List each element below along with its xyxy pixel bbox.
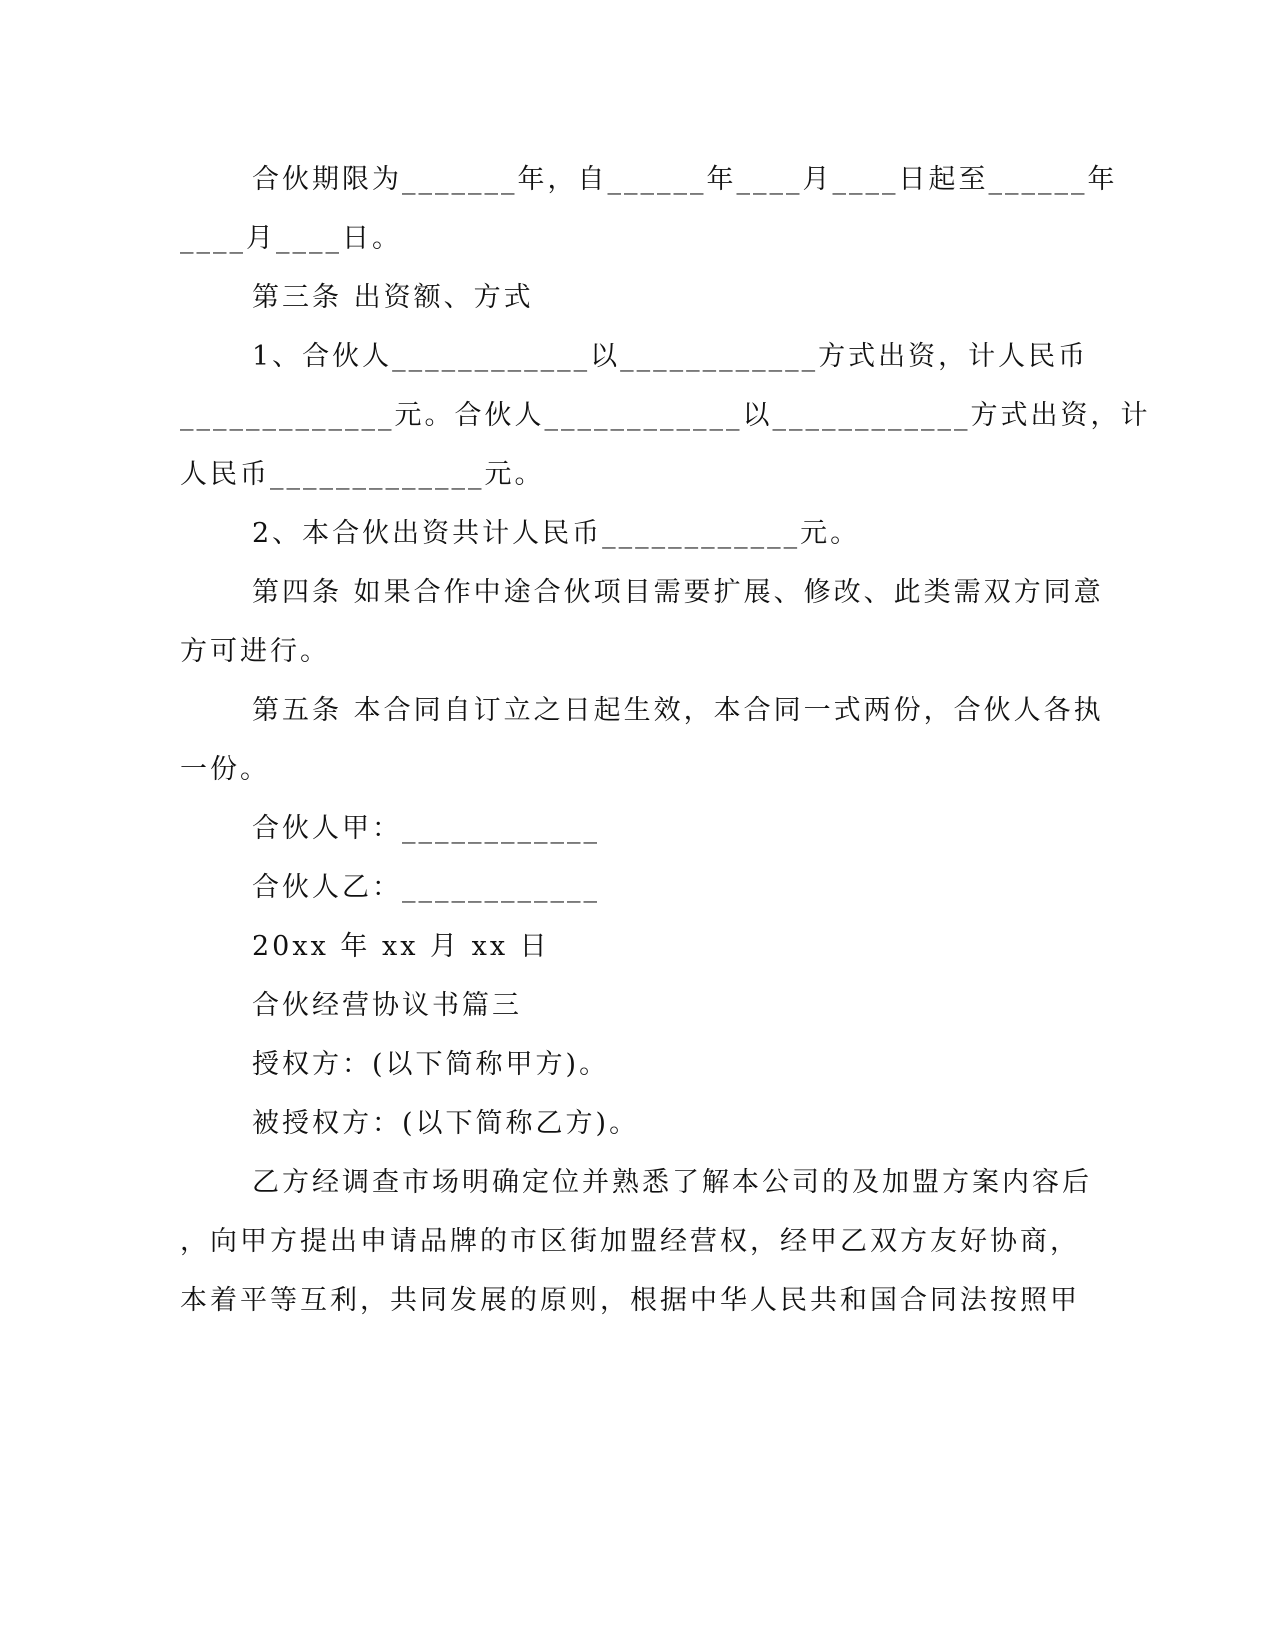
partner-b-signature: 合伙人乙：____________ <box>252 872 600 903</box>
term-period-line: 合伙期限为_______年，自______年____月____日起至______年 <box>252 164 1118 195</box>
contribution-item-1-cont: _____________元。合伙人____________以____________方式出资，计 <box>180 400 1151 431</box>
date-line: 20xx 年 xx 月 xx 日 <box>252 931 550 962</box>
article-five-cont: 一份。 <box>180 754 270 785</box>
term-period-line-cont: ____月____日。 <box>180 223 402 254</box>
article-five: 第五条 本合同自订立之日起生效，本合同一式两份，合伙人各执 <box>252 695 1104 726</box>
contribution-item-2: 2、本合伙出资共计人民币____________元。 <box>252 518 861 549</box>
article-four: 第四条 如果合作中途合伙项目需要扩展、修改、此类需双方同意 <box>252 577 1104 608</box>
article-four-cont: 方可进行。 <box>180 636 330 667</box>
contribution-item-1-cont2: 人民币_____________元。 <box>180 459 545 490</box>
partner-a-signature: 合伙人甲：____________ <box>252 813 600 844</box>
grantor-line: 授权方：(以下简称甲方)。 <box>252 1049 610 1080</box>
contribution-item-1: 1、合伙人____________以____________方式出资，计人民币 <box>252 341 1089 372</box>
body-paragraph: 乙方经调查市场明确定位并熟悉了解本公司的及加盟方案内容后 <box>252 1167 1092 1198</box>
grantee-line: 被授权方：(以下简称乙方)。 <box>252 1108 640 1139</box>
section-title: 合伙经营协议书篇三 <box>252 990 522 1021</box>
body-paragraph-cont: ，向甲方提出申请品牌的市区街加盟经营权，经甲乙双方友好协商， <box>180 1226 1080 1257</box>
body-paragraph-cont2: 本着平等互利，共同发展的原则，根据中华人民共和国合同法按照甲 <box>180 1285 1080 1316</box>
article-three-heading: 第三条 出资额、方式 <box>252 282 534 313</box>
